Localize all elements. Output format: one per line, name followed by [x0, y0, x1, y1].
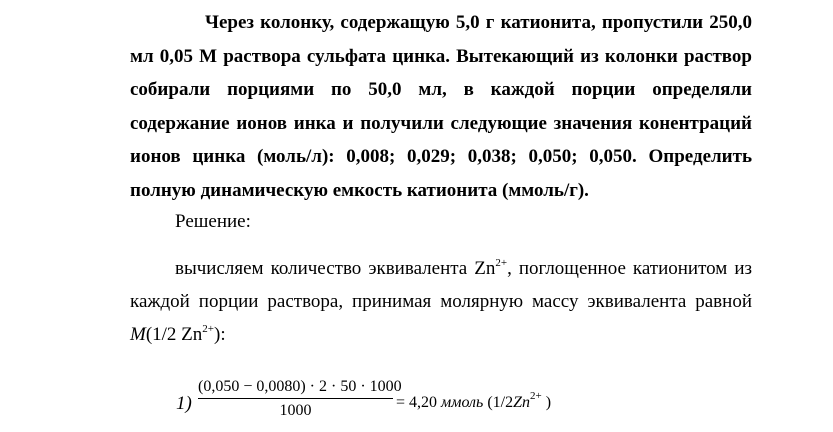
formula-species-open: (1/2: [483, 394, 514, 411]
solution-heading: Решение:: [175, 211, 251, 232]
molar-mass-symbol: M: [130, 324, 146, 345]
zn-charge: 2+: [495, 257, 508, 269]
formula-species-close: ): [541, 394, 552, 411]
formula-species: Zn: [513, 394, 530, 411]
solution-paragraph: [130, 252, 752, 351]
solution-text-part1: вычисляем количество эквивалента Zn: [175, 258, 496, 279]
formula-unit: ммоль: [441, 394, 484, 411]
molar-mass-close: ):: [214, 324, 226, 345]
formula-label: 1): [176, 393, 192, 414]
molar-mass-argument: (1/2 Zn: [145, 324, 203, 345]
formula-result: [396, 390, 552, 412]
solution-text-part2: , поглощенное катионитом из каждой порции раствора, принимая молярную массу эквивалента равной: [130, 258, 752, 312]
problem-statement: Через колонку, содержащую 5,0 г катионита, пропустили 250,0 мл 0,05 М раствора сульфата цинка. Вытекающий из колонки раствор собирали порциями по 50,0 мл, в каждой порции определяли содержание ионов инка и получили следующие значения конентраций ионов цинка (моль/л): 0,008; 0,029; 0,038; 0,050; 0,050. Определить полную динамическую емкость катионита (ммоль/г).: [130, 12, 752, 201]
molar-zn-charge: 2+: [202, 323, 215, 335]
formula-result-value: = 4,20: [396, 394, 442, 411]
formula-numerator: (0,050 − 0,0080) · 2 · 50 · 1000: [198, 378, 393, 399]
formula-fraction: [198, 378, 402, 420]
formula-species-charge: 2+: [530, 390, 542, 402]
formula-denominator: 1000: [279, 402, 312, 419]
